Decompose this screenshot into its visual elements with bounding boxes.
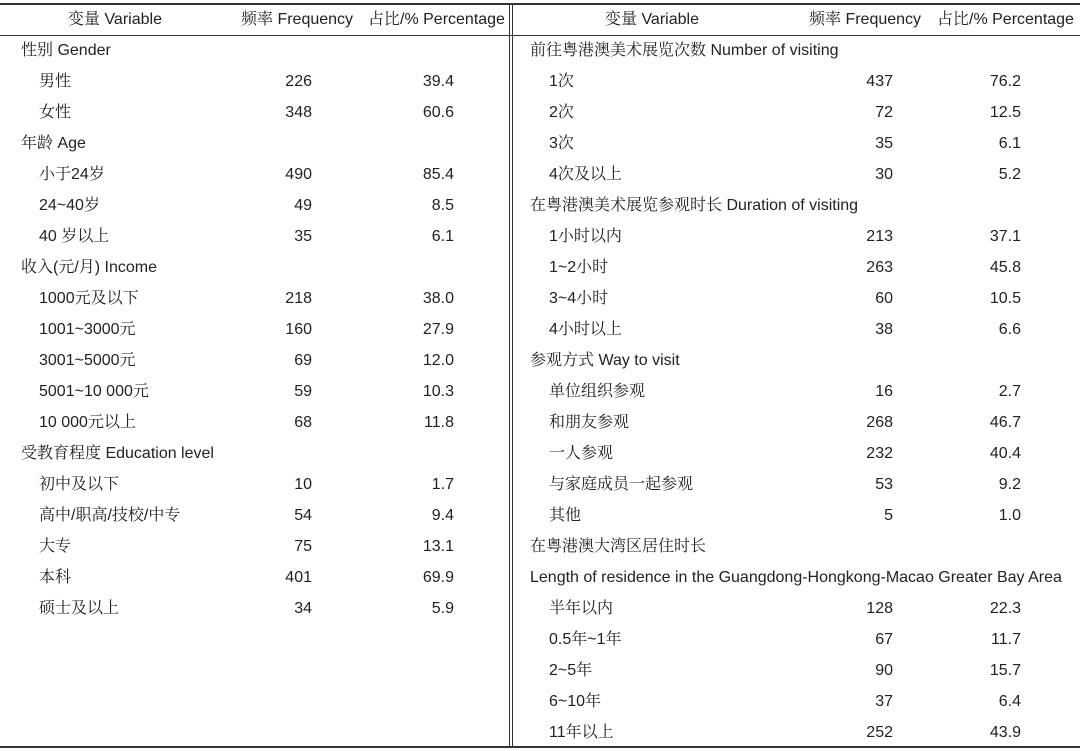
frequency-value: 5 bbox=[884, 507, 893, 524]
frequency-value: 226 bbox=[285, 73, 312, 90]
percentage-value: 12.0 bbox=[422, 352, 454, 369]
frequency-header: 频率 Frequency bbox=[241, 11, 354, 28]
header-row bbox=[513, 5, 1080, 35]
table-row bbox=[0, 159, 509, 190]
variable-label: 与家庭成员一起参观 bbox=[549, 476, 694, 493]
percentage-value: 9.2 bbox=[998, 476, 1021, 493]
table-row bbox=[0, 593, 509, 624]
percentage-value: 38.0 bbox=[422, 290, 454, 307]
percentage-value: 8.5 bbox=[431, 197, 454, 214]
frequency-value: 49 bbox=[294, 197, 312, 214]
section-row bbox=[513, 345, 1080, 376]
percentage-value: 13.1 bbox=[422, 538, 454, 555]
variable-label: 男性 bbox=[39, 73, 72, 90]
percentage-header: 占比/% Percentage bbox=[937, 11, 1074, 28]
percentage-value: 6.4 bbox=[998, 693, 1021, 710]
section-row bbox=[0, 35, 509, 66]
frequency-header: 频率 Frequency bbox=[809, 11, 922, 28]
frequency-value: 38 bbox=[875, 321, 893, 338]
table-row bbox=[513, 438, 1080, 469]
variable-header: 变量 Variable bbox=[68, 11, 162, 28]
table-row bbox=[0, 221, 509, 252]
variable-label: 初中及以下 bbox=[39, 476, 120, 493]
frequency-value: 252 bbox=[866, 724, 893, 741]
frequency-value: 10 bbox=[294, 476, 312, 493]
variable-label: 半年以内 bbox=[549, 600, 614, 617]
table-row bbox=[513, 655, 1080, 686]
percentage-value: 11.7 bbox=[991, 631, 1021, 648]
section-label: 在粤港澳美术展览参观时长 Duration of visiting bbox=[530, 197, 859, 214]
table-row bbox=[513, 717, 1080, 748]
variable-label: 小于24岁 bbox=[39, 166, 105, 183]
frequency-value: 268 bbox=[866, 414, 893, 431]
table-row bbox=[513, 500, 1080, 531]
section-label: Length of residence in the Guangdong-Hongkong-Macao Greater Bay Area bbox=[530, 569, 1062, 586]
variable-label: 5001~10 000元 bbox=[39, 383, 149, 400]
section-row bbox=[513, 531, 1080, 562]
variable-label: 40 岁以上 bbox=[39, 228, 110, 245]
table-row bbox=[0, 500, 509, 531]
table-row bbox=[0, 376, 509, 407]
table-row bbox=[513, 97, 1080, 128]
percentage-value: 45.8 bbox=[989, 259, 1021, 276]
section-row bbox=[513, 35, 1080, 66]
right-table-half bbox=[513, 0, 1080, 751]
percentage-value: 9.4 bbox=[431, 507, 454, 524]
frequency-value: 67 bbox=[875, 631, 893, 648]
frequency-value: 90 bbox=[875, 662, 893, 679]
variable-label: 2次 bbox=[549, 104, 574, 121]
variable-label: 高中/职高/技校/中专 bbox=[39, 507, 181, 524]
section-label: 性别 Gender bbox=[21, 42, 111, 59]
table-row bbox=[513, 66, 1080, 97]
table-row bbox=[0, 97, 509, 128]
variable-label: 硕士及以上 bbox=[39, 600, 120, 617]
table-row bbox=[0, 66, 509, 97]
frequency-value: 35 bbox=[875, 135, 893, 152]
table-row bbox=[0, 283, 509, 314]
table-row bbox=[513, 407, 1080, 438]
frequency-value: 401 bbox=[285, 569, 312, 586]
variable-label: 3次 bbox=[549, 135, 574, 152]
table-row bbox=[513, 283, 1080, 314]
table-row bbox=[513, 252, 1080, 283]
variable-label: 24~40岁 bbox=[39, 197, 100, 214]
variable-label: 3001~5000元 bbox=[39, 352, 136, 369]
percentage-value: 69.9 bbox=[422, 569, 454, 586]
percentage-value: 10.5 bbox=[989, 290, 1021, 307]
frequency-value: 34 bbox=[294, 600, 312, 617]
variable-label: 1000元及以下 bbox=[39, 290, 139, 307]
frequency-value: 437 bbox=[866, 73, 893, 90]
percentage-value: 6.6 bbox=[998, 321, 1021, 338]
variable-label: 和朋友参观 bbox=[549, 414, 630, 431]
percentage-value: 40.4 bbox=[989, 445, 1021, 462]
frequency-value: 53 bbox=[875, 476, 893, 493]
table-row bbox=[513, 221, 1080, 252]
percentage-value: 76.2 bbox=[989, 73, 1021, 90]
frequency-value: 54 bbox=[294, 507, 312, 524]
section-label: 受教育程度 Education level bbox=[21, 445, 214, 462]
table-row bbox=[0, 314, 509, 345]
frequency-value: 263 bbox=[866, 259, 893, 276]
percentage-value: 27.9 bbox=[422, 321, 454, 338]
variable-label: 一人参观 bbox=[549, 445, 614, 462]
variable-label: 1001~3000元 bbox=[39, 321, 136, 338]
percentage-value: 10.3 bbox=[422, 383, 454, 400]
percentage-value: 6.1 bbox=[431, 228, 454, 245]
percentage-value: 43.9 bbox=[989, 724, 1021, 741]
frequency-value: 69 bbox=[294, 352, 312, 369]
percentage-value: 39.4 bbox=[422, 73, 454, 90]
frequency-value: 37 bbox=[875, 693, 893, 710]
variable-label: 单位组织参观 bbox=[549, 383, 646, 400]
table-row bbox=[0, 531, 509, 562]
table-row bbox=[513, 469, 1080, 500]
frequency-value: 68 bbox=[294, 414, 312, 431]
header-row bbox=[0, 5, 509, 35]
frequency-value: 16 bbox=[875, 383, 893, 400]
frequency-value: 72 bbox=[875, 104, 893, 121]
variable-label: 本科 bbox=[39, 569, 72, 586]
variable-label: 1次 bbox=[549, 73, 574, 90]
percentage-value: 60.6 bbox=[422, 104, 454, 121]
left-table-half bbox=[0, 0, 509, 751]
percentage-header: 占比/% Percentage bbox=[368, 11, 505, 28]
frequency-value: 348 bbox=[285, 104, 312, 121]
percentage-value: 12.5 bbox=[989, 104, 1021, 121]
table-row bbox=[0, 562, 509, 593]
frequency-value: 35 bbox=[294, 228, 312, 245]
frequency-value: 60 bbox=[875, 290, 893, 307]
section-row bbox=[0, 252, 509, 283]
table-row bbox=[513, 314, 1080, 345]
frequency-value: 128 bbox=[866, 600, 893, 617]
percentage-value: 22.3 bbox=[989, 600, 1021, 617]
variable-label: 11年以上 bbox=[549, 724, 614, 741]
variable-label: 女性 bbox=[39, 104, 72, 121]
table-row bbox=[0, 345, 509, 376]
frequency-value: 30 bbox=[875, 166, 893, 183]
section-row bbox=[0, 438, 509, 469]
variable-label: 大专 bbox=[39, 538, 72, 555]
table-row bbox=[513, 686, 1080, 717]
section-row bbox=[513, 562, 1080, 593]
frequency-value: 232 bbox=[866, 445, 893, 462]
percentage-value: 85.4 bbox=[422, 166, 454, 183]
variable-label: 6~10年 bbox=[549, 693, 602, 710]
percentage-value: 6.1 bbox=[998, 135, 1021, 152]
table-row bbox=[513, 624, 1080, 655]
section-label: 参观方式 Way to visit bbox=[530, 352, 680, 369]
percentage-value: 37.1 bbox=[989, 228, 1021, 245]
table-row bbox=[0, 469, 509, 500]
frequency-value: 75 bbox=[294, 538, 312, 555]
variable-label: 0.5年~1年 bbox=[549, 631, 622, 648]
percentage-value: 5.2 bbox=[998, 166, 1021, 183]
percentage-value: 15.7 bbox=[989, 662, 1021, 679]
variable-label: 2~5年 bbox=[549, 662, 593, 679]
table-row bbox=[513, 128, 1080, 159]
section-row bbox=[0, 128, 509, 159]
column-divider-left bbox=[509, 3, 510, 748]
percentage-value: 2.7 bbox=[998, 383, 1021, 400]
table-row bbox=[513, 159, 1080, 190]
frequency-value: 59 bbox=[294, 383, 312, 400]
frequency-value: 160 bbox=[285, 321, 312, 338]
variable-label: 3~4小时 bbox=[549, 290, 609, 307]
percentage-value: 11.8 bbox=[424, 414, 454, 431]
frequency-value: 490 bbox=[285, 166, 312, 183]
section-label: 前往粤港澳美术展览次数 Number of visiting bbox=[530, 42, 839, 59]
section-label: 年龄 Age bbox=[21, 135, 86, 152]
frequency-value: 213 bbox=[866, 228, 893, 245]
section-label: 在粤港澳大湾区居住时长 bbox=[530, 538, 707, 555]
table-row bbox=[513, 593, 1080, 624]
variable-label: 其他 bbox=[549, 507, 582, 524]
percentage-value: 1.0 bbox=[998, 507, 1021, 524]
percentage-value: 46.7 bbox=[989, 414, 1021, 431]
variable-label: 4次及以上 bbox=[549, 166, 622, 183]
variable-header: 变量 Variable bbox=[605, 11, 699, 28]
section-label: 收入(元/月) Income bbox=[21, 259, 158, 276]
section-row bbox=[513, 190, 1080, 221]
table-row bbox=[513, 376, 1080, 407]
variable-label: 10 000元以上 bbox=[39, 414, 136, 431]
frequency-value: 218 bbox=[285, 290, 312, 307]
percentage-value: 5.9 bbox=[431, 600, 454, 617]
variable-label: 1小时以内 bbox=[549, 228, 622, 245]
table-row bbox=[0, 190, 509, 221]
percentage-value: 1.7 bbox=[431, 476, 454, 493]
variable-label: 4小时以上 bbox=[549, 321, 622, 338]
table-row bbox=[0, 407, 509, 438]
variable-label: 1~2小时 bbox=[549, 259, 609, 276]
